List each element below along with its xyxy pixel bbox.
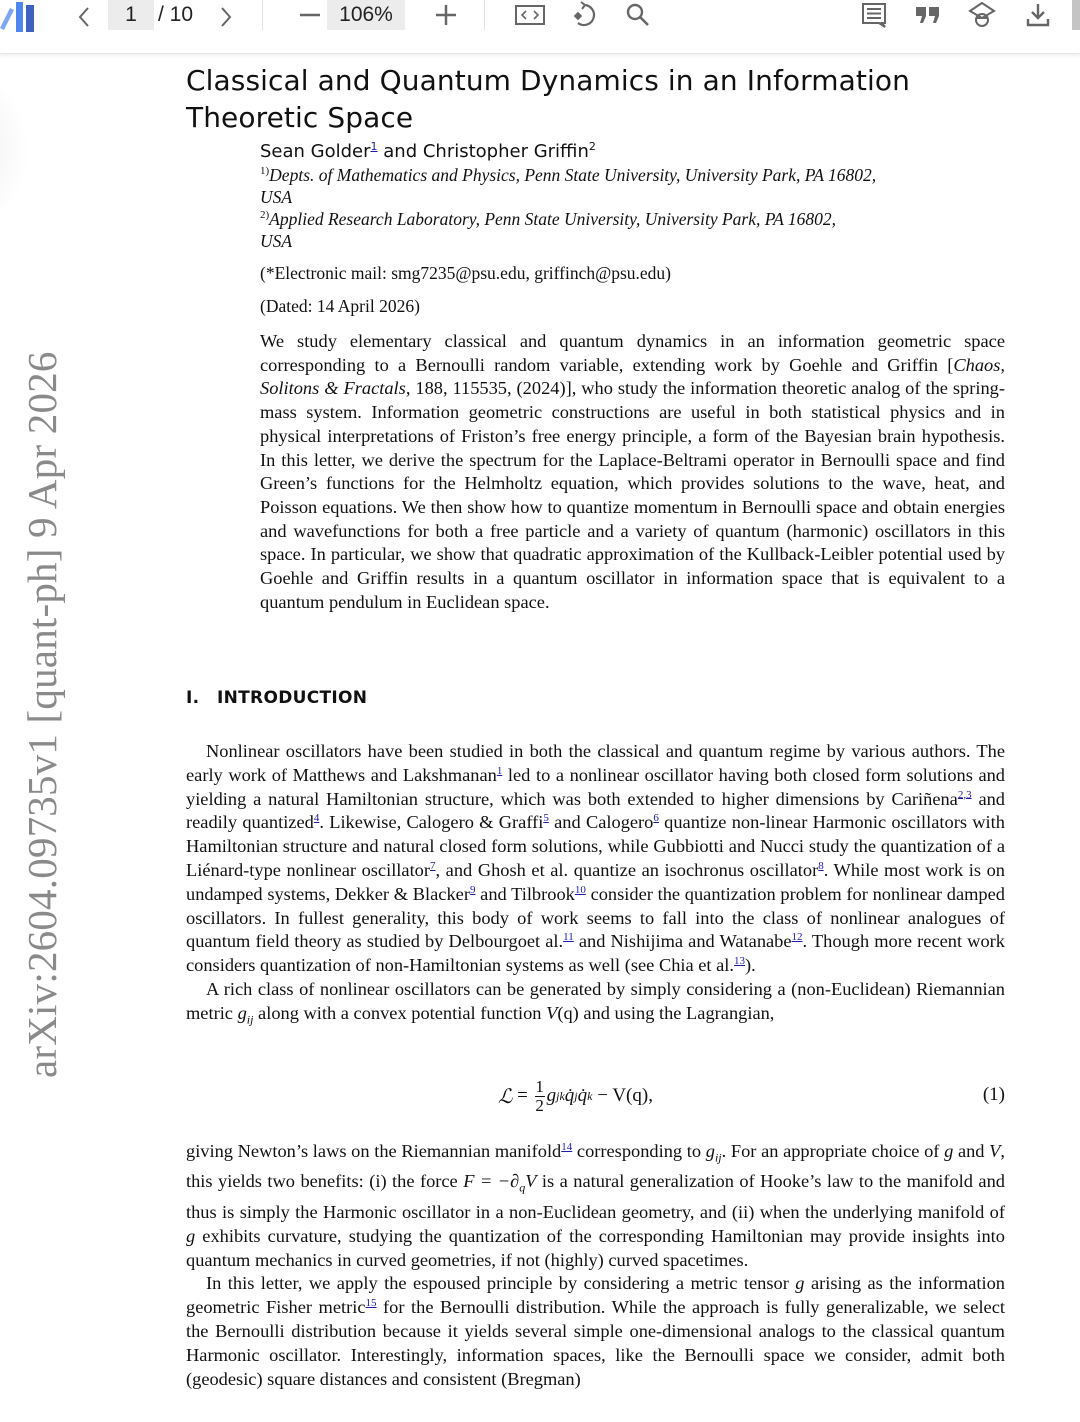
fit-page-button[interactable] <box>514 0 546 30</box>
paragraph: In this letter, we apply the espoused principle by considering a metric tensor g arising as the information geometric Fisher metric$^{15}$ for the Bernoulli distribution. While the approach is fully generalizable, we select the Bernoulli distribution because it yields several simple one-dimensional analogs to the classical quantum Harmonic oscillator. Interestingly, information spaces, like the Bernoulli space we consider, admit both (geodesic) square distances and consistent (Bregman) <box>186 1273 1005 1389</box>
section-title: INTRODUCTION <box>217 688 368 708</box>
toolbar-divider <box>484 0 485 30</box>
page-total-label: / 10 <box>158 3 194 26</box>
arxiv-identifier-stamp: arXiv:2604.09735v1 [quant-ph] 9 Apr 2026 <box>19 351 65 1078</box>
citation-link[interactable]: 13 <box>734 955 746 968</box>
rotate-icon <box>572 1 600 29</box>
section-number: I. <box>186 688 200 708</box>
zoom-in-button[interactable] <box>426 0 466 30</box>
paragraph: A rich class of nonlinear oscillators can be generated by simply considering a (non-Euclidean) Riemannian metric $g_{ij}$ along with a convex potential function V(q) and using the Lagrangian, <box>186 978 1005 1027</box>
citation-link[interactable]: 10 <box>574 883 586 896</box>
affiliation-marker: 2 <box>588 140 596 153</box>
citation-link[interactable]: 6 <box>653 812 659 825</box>
paragraph: giving Newton’s laws on the Riemannian manifold$^{14}$ corresponding to $g_{ij}$. For an appropriate choice of g and V, this yields two benefits: (i) the force $F = -\partial_qV$ is a natural generalization of Hooke’s law to the manifold and thus is simply the Harmonic oscillator in a non-Euclidean geometry, and (ii) when the underlying manifold of g exhibits curvature, studying the quantization of the corresponding Hamiltonian may provide insights into quantum mechanics in curved geometries, if not (highly) curved spacetimes. <box>186 1140 1006 1270</box>
title-line-1: Classical and Quantum Dynamics in an Information <box>186 64 910 97</box>
fit-page-icon <box>515 4 545 26</box>
citation-link[interactable]: 9 <box>469 883 476 896</box>
zoom-level-input[interactable]: 106% <box>327 0 405 30</box>
zoom-out-button[interactable] <box>290 0 330 30</box>
author-name: Sean Golder <box>260 141 371 162</box>
chevron-left-icon <box>77 6 91 28</box>
citation-link[interactable]: 5 <box>543 812 549 825</box>
toolbar-divider <box>262 0 263 30</box>
cite-button[interactable] <box>912 0 944 30</box>
lagrangian-formula: ℒ = $\frac{1}{2}$ g jk q̇ j q̇ k − V(q), <box>498 1076 653 1115</box>
citation-link[interactable]: 11 <box>563 931 574 944</box>
date-line: (Dated: 14 April 2026) <box>260 296 420 316</box>
scholar-button[interactable] <box>966 0 998 30</box>
download-icon <box>1025 2 1051 28</box>
search-button[interactable] <box>622 0 654 30</box>
fraction-one-half: $\frac{1}{2}$ <box>535 1076 544 1115</box>
equation-number: (1) <box>982 1084 1005 1105</box>
overflow-icon-partial[interactable] <box>1072 0 1080 30</box>
next-page-button[interactable] <box>212 2 240 32</box>
rotate-button[interactable] <box>570 0 602 30</box>
citation-link[interactable]: 12 <box>791 931 803 944</box>
minus-icon <box>299 4 321 26</box>
abstract: We study elementary classical and quantum dynamics in an information geometric space corresponding to a Bernoulli random variable, extending work by Goehle and Griffin [Chaos, Solitons & Fractals, 188, 115535, (2024)], who study the information theoretic analog of the spring-mass system. Information geometric constructions are useful in both statistical physics and in physical interpretations of Friston’s free energy principle, a form of the Bayesian brain hypothesis. In this letter, we derive the spectrum for the Laplace-Beltrami operator in Bernoulli space and find Green’s functions for the Helmholtz equation, which provides solutions to the wave, heat, and Poisson equations. We then show how to quantize momentum in Bernoulli space and obtain energies and wavefunctions for both a free particle and a variety of quantum (harmonic) oscillators in this space. In particular, we show that quadratic approximation of the Kullback-Leibler potential used by Goehle and Griffin results in a quantum oscillator in information space that is equivalent to a quantum pendulum in Euclidean space. <box>260 331 1005 612</box>
affiliation-1: $^{1)}$Depts. of Mathematics and Physics, Penn State University, University Park, PA 16802, USA <box>260 165 877 207</box>
page-number-input[interactable]: 1 <box>108 0 154 30</box>
comments-button[interactable] <box>858 0 890 30</box>
intro-paragraphs-1-2 <box>186 740 1005 1032</box>
plus-icon <box>435 4 457 26</box>
author-list <box>260 140 596 164</box>
pdf-viewer-toolbar <box>0 0 1080 54</box>
equation-1 <box>186 1072 1005 1122</box>
citation-link[interactable]: 15 <box>365 1297 377 1309</box>
paragraph: Nonlinear oscillators have been studied in both the classical and quantum regime by various authors. The early work of Matthews and Lakshmanan$^1$ led to a nonlinear oscillator having both closed form solutions and yielding a natural Hamiltonian structure, which was both extended to higher dimensions by Cariñena$^{2,3}$ and readily quantized$^4$. Likewise, Calogero & Graffi$^5$ and Calogero$^6$ quantize non-linear Harmonic oscillators with Hamiltonian structure and natural closed form solutions, while Gubbiotti and Nucci study the quantization of a Liénard-type nonlinear oscillator$^7$, and Ghosh et al. quantize an isochronus oscillator$^8$. While most work is on undamped systems, Dekker & Blacker$^9$ and Tilbrook$^{10}$ consider the quantization problem for nonlinear damped oscillators. In fullest generality, this body of work seems to fall into the class of nonlinear analogues of quantum field theory as studied by Delbourgoet al.$^{11}$ and Nishijima and Watanabe$^{12}$. Though more recent work considers quantization of non-Hamiltonian systems as well (see Chia et al.$^{13}$). <box>186 741 1005 976</box>
app-logo-icon <box>0 2 40 32</box>
author-name: and Christopher Griffin <box>377 141 589 162</box>
citation-link[interactable]: 8 <box>818 859 824 872</box>
comments-icon <box>860 1 888 29</box>
scholar-icon <box>968 1 996 29</box>
citation-link[interactable]: 1 <box>496 764 503 777</box>
section-heading <box>186 688 367 708</box>
email-line: (*Electronic mail: smg7235@psu.edu, griffinch@psu.edu) <box>260 263 671 283</box>
quote-icon <box>914 4 942 26</box>
download-button[interactable] <box>1022 0 1054 30</box>
affiliation-link[interactable]: 1 <box>370 140 378 153</box>
page-edge-shadow <box>0 70 30 230</box>
citation-link[interactable]: 2,3 <box>957 788 972 801</box>
chevron-right-icon <box>219 6 233 28</box>
citation-link[interactable]: 14 <box>561 1140 573 1153</box>
previous-page-button[interactable] <box>70 2 98 32</box>
title-line-2: Theoretic Space <box>186 101 414 134</box>
intro-paragraphs-3-4 <box>186 1140 1005 1391</box>
journal-name: Chaos, Solitons & Fractals <box>260 354 1005 399</box>
citation-link[interactable]: 7 <box>430 859 436 872</box>
citation-link[interactable]: 4 <box>313 812 320 825</box>
affiliation-2: $^{2)}$Applied Research Laboratory, Penn State University, University Park, PA 16802, USA <box>260 209 837 251</box>
search-icon <box>625 2 651 28</box>
paper-title <box>186 62 986 136</box>
